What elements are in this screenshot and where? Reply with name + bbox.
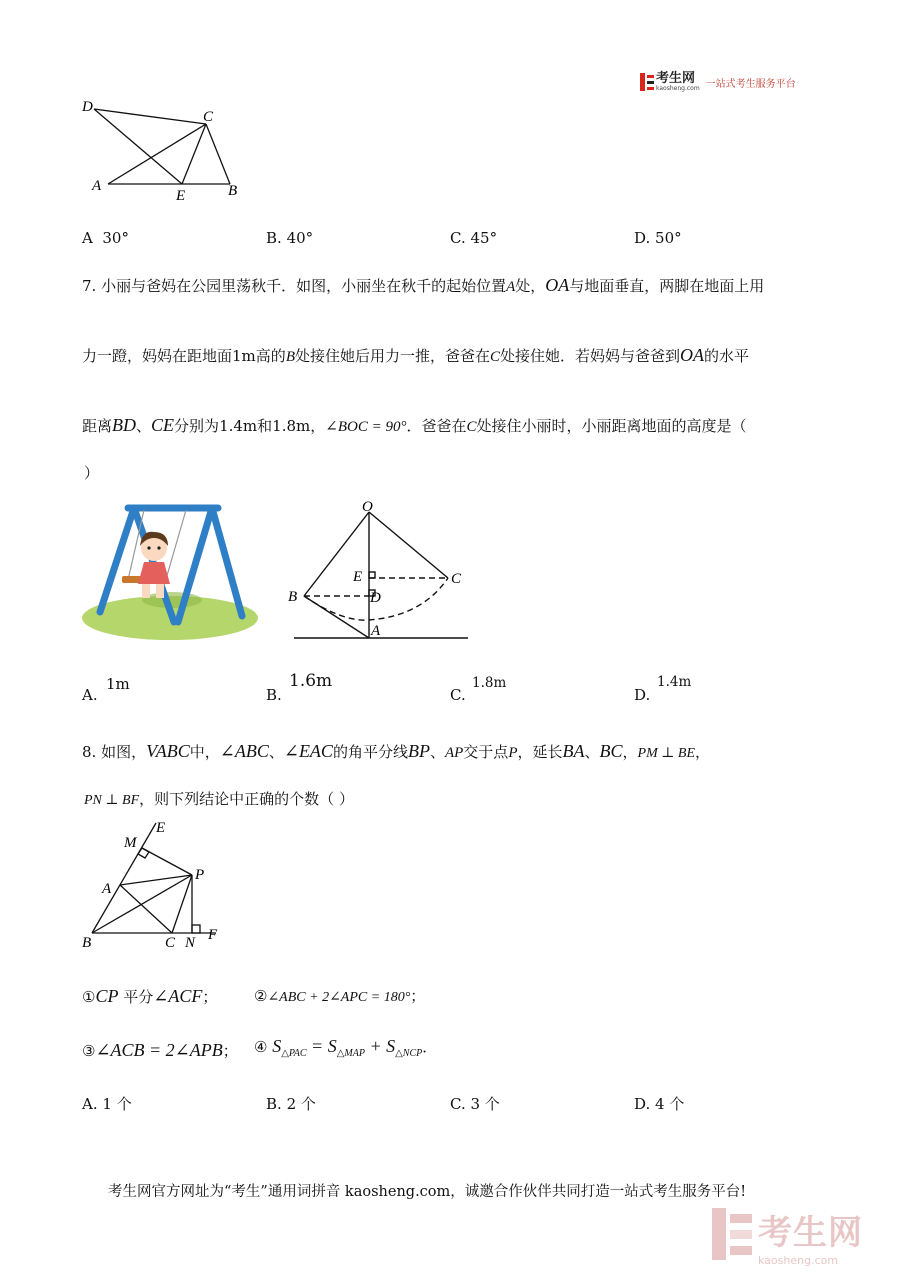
- q8-statement-1: ①CP 平分∠ACF；: [82, 986, 218, 1006]
- q7-option-c-letter: C.: [450, 686, 466, 704]
- q6-option-a: A 30°: [82, 229, 129, 247]
- q8-label-B: B: [82, 935, 92, 951]
- q7-label-A: A: [371, 623, 381, 639]
- q7-swing-illustration: [82, 500, 262, 642]
- q8-label-F: F: [208, 927, 218, 943]
- q7-line-3: 距离BD、CE分别为1.4m和1.8m，∠BOC = 90°．爸爸在C处接住小丽时，小丽距离地面的高度是（: [82, 415, 747, 435]
- q8-figure: [80, 815, 230, 955]
- q8-option-a: A. 1 个: [82, 1095, 132, 1113]
- q8-label-P: P: [195, 867, 205, 883]
- watermark: [712, 1205, 863, 1267]
- q7-option-c-text: 1.8m: [472, 675, 507, 691]
- q8-option-c: C. 3 个: [450, 1095, 500, 1113]
- q6-label-E: E: [176, 188, 186, 204]
- q7-option-b-text: 1.6m: [289, 671, 333, 691]
- watermark-name: 考生网: [758, 1213, 863, 1253]
- logo-url: kaosheng.com: [656, 85, 700, 92]
- footer-text: 考生网官方网址为“考生”通用词拼音 kaosheng.com，诚邀合作伙伴共同打造一站式考生服务平台!: [108, 1184, 747, 1200]
- q6-label-A: A: [92, 178, 102, 194]
- logo-slogan: 一站式考生服务平台: [705, 78, 796, 90]
- q8-line-2: PN ⊥ BF，则下列结论中正确的个数（ ）: [84, 790, 354, 808]
- q8-label-M: M: [124, 835, 137, 851]
- q8-line-1: 8. 如图，VABC中，∠ABC、∠EAC的角平分线BP、AP交于点P，延长BA、BC，PM ⊥ BE，: [82, 741, 711, 761]
- q8-label-E: E: [156, 820, 166, 836]
- q7-line-4: ）: [84, 464, 100, 482]
- kaosheng-logo-icon: [640, 73, 654, 91]
- q7-line-1: 7. 小丽与爸妈在公园里荡秋千．如图，小丽坐在秋千的起始位置A处，OA与地面垂直，两脚在地面上用: [82, 275, 765, 295]
- q7-label-O: O: [362, 499, 373, 515]
- logo-name: 考生网: [656, 71, 696, 86]
- q8-label-A: A: [102, 881, 112, 897]
- q6-label-C: C: [203, 109, 214, 125]
- q7-line-2: 力一蹬，妈妈在距地面1m高的B处接住她后用力一推，爸爸在C处接住她．若妈妈与爸爸到OA的水平: [82, 345, 750, 365]
- q8-statement-2: ②∠ABC + 2∠APC = 180°；: [254, 987, 426, 1005]
- watermark-logo-icon: [712, 1208, 752, 1264]
- q7-label-D: D: [370, 590, 381, 606]
- q6-label-B: B: [228, 183, 238, 199]
- q7-option-d-text: 1.4m: [657, 674, 692, 690]
- q7-option-a-letter: A.: [82, 686, 98, 704]
- header-logo: [640, 72, 796, 92]
- watermark-url: kaosheng.com: [758, 1254, 839, 1267]
- q7-option-b-letter: B.: [266, 686, 282, 704]
- q6-option-d: D. 50°: [634, 229, 682, 247]
- q6-option-c: C. 45°: [450, 229, 498, 247]
- q7-label-E: E: [353, 569, 363, 585]
- q6-option-b: B. 40°: [266, 229, 314, 247]
- q6-label-D: D: [82, 99, 93, 115]
- q7-label-C: C: [451, 571, 462, 587]
- q8-statement-3: ③∠ACB = 2∠APB；: [82, 1040, 238, 1060]
- q8-label-N: N: [185, 935, 196, 951]
- q8-option-d: D. 4 个: [634, 1095, 685, 1113]
- q7-figure: [282, 498, 472, 643]
- q8-statement-4: ④ $S_{\triangle PAC} = S_{\triangle MAP} + S_{\triangle NCP}$．: [254, 1036, 438, 1059]
- q7-label-B: B: [288, 589, 298, 605]
- q7-option-a-text: 1m: [106, 675, 130, 693]
- q8-label-C: C: [165, 935, 176, 951]
- q8-option-b: B. 2 个: [266, 1095, 316, 1113]
- q6-figure: [80, 95, 250, 205]
- q7-option-d-letter: D.: [634, 686, 651, 704]
